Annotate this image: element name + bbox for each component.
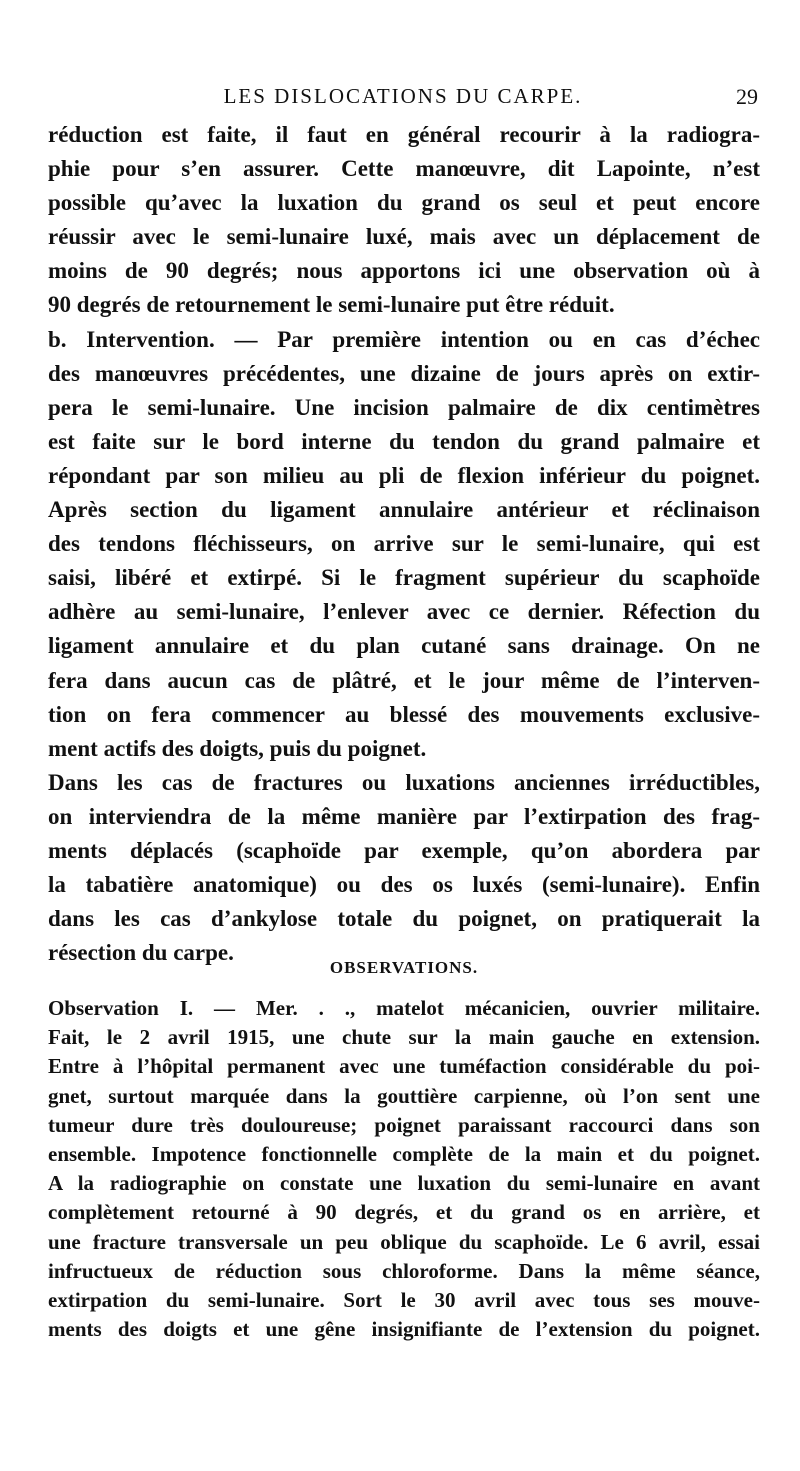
observation-line: ments des doigts et une gêne insignifiante de l’extension du poignet.: [48, 1317, 760, 1342]
text-line: ments déplacés (scaphoïde par exemple, qu’on abordera par: [48, 837, 760, 863]
observation-line: extirpation du semi-lunaire. Sort le 30 avril avec tous ses mouve-: [48, 1287, 760, 1312]
text-line: résection du carpe.: [48, 940, 234, 966]
observation-line: Observation I. — Mer. . ., matelot mécanicien, ouvrier militaire.: [48, 996, 760, 1020]
text-line: phie pour s’en assurer. Cette manœuvre, dit Lapointe, n’est: [48, 156, 760, 182]
page-number: 29: [736, 84, 758, 109]
text-line: saisi, libéré et extirpé. Si le fragment supérieur du scaphoïde: [48, 565, 760, 591]
text-line: pera le semi-lunaire. Une incision palmaire de dix centimètres: [48, 394, 760, 420]
text-line: des tendons fléchisseurs, on arrive sur le semi-lunaire, qui est: [48, 531, 760, 557]
text-line: dans les cas d’ankylose totale du poignet, on pratiquerait la: [48, 906, 760, 932]
text-line: la tabatière anatomique) ou des os luxés (semi-lunaire). Enfin: [48, 872, 760, 898]
observation-line: A la radiographie on constate une luxation du semi-lunaire en avant: [48, 1171, 760, 1196]
running-header: [48, 84, 758, 114]
observation-line: une fracture transversale un peu oblique du scaphoïde. Le 6 avril, essai: [48, 1229, 760, 1254]
observation-line: tumeur dure très douloureuse; poignet paraissant raccourci dans son: [48, 1112, 760, 1137]
text-line: tion on fera commencer au blessé des mouvements exclusive-: [48, 701, 760, 727]
text-line: réussir avec le semi-lunaire luxé, mais avec un déplacement de: [48, 224, 760, 250]
text-line: moins de 90 degrés; nous apportons ici une observation où à: [48, 258, 760, 284]
running-title: LES DISLOCATIONS DU CARPE.: [223, 84, 583, 108]
text-line: on interviendra de la même manière par l’extirpation des frag-: [48, 803, 760, 829]
text-line: réduction est faite, il faut en général recourir à la radiogra-: [48, 122, 760, 147]
text-line: est faite sur le bord interne du tendon du grand palmaire et: [48, 428, 760, 454]
text-line: Après section du ligament annulaire antérieur et réclinaison: [48, 497, 760, 523]
observation-line: ensemble. Impotence fonctionnelle complète de la main et du poignet.: [48, 1141, 760, 1166]
observation-text: [48, 994, 760, 1344]
observation-line: gnet, surtout marquée dans la gouttière carpienne, où l’on sent une: [48, 1083, 760, 1108]
text-line: adhère au semi-lunaire, l’enlever avec ce dernier. Réfection du: [48, 599, 760, 625]
text-line: 90 degrés de retournement le semi-lunaire put être réduit.: [48, 292, 615, 318]
text-line: Dans les cas de fractures ou luxations anciennes irréductibles,: [48, 769, 760, 795]
observation-line: complètement retourné à 90 degrés, et du grand os en arrière, et: [48, 1200, 760, 1225]
main-text: [48, 118, 760, 970]
text-line: ment actifs des doigts, puis du poignet.: [48, 735, 427, 761]
observations-heading: OBSERVATIONS.: [329, 958, 479, 977]
text-line: fera dans aucun cas de plâtré, et le jour même de l’interven-: [48, 667, 760, 693]
text-line: possible qu’avec la luxation du grand os seul et peut encore: [48, 190, 760, 216]
text-line: des manœuvres précédentes, une dizaine de jours après on extir-: [48, 360, 760, 386]
observation-line: Fait, le 2 avril 1915, une chute sur la main gauche en extension.: [48, 1025, 760, 1050]
observation-line: Entre à l’hôpital permanent avec une tuméfaction considérable du poi-: [48, 1054, 760, 1079]
text-line: ligament annulaire et du plan cutané sans drainage. On ne: [48, 633, 760, 659]
observation-line: infructueux de réduction sous chloroforme. Dans la même séance,: [48, 1258, 760, 1283]
text-line: répondant par son milieu au pli de flexion inférieur du poignet.: [48, 462, 760, 488]
text-line: b. Intervention. — Par première intention ou en cas d’échec: [48, 326, 760, 352]
